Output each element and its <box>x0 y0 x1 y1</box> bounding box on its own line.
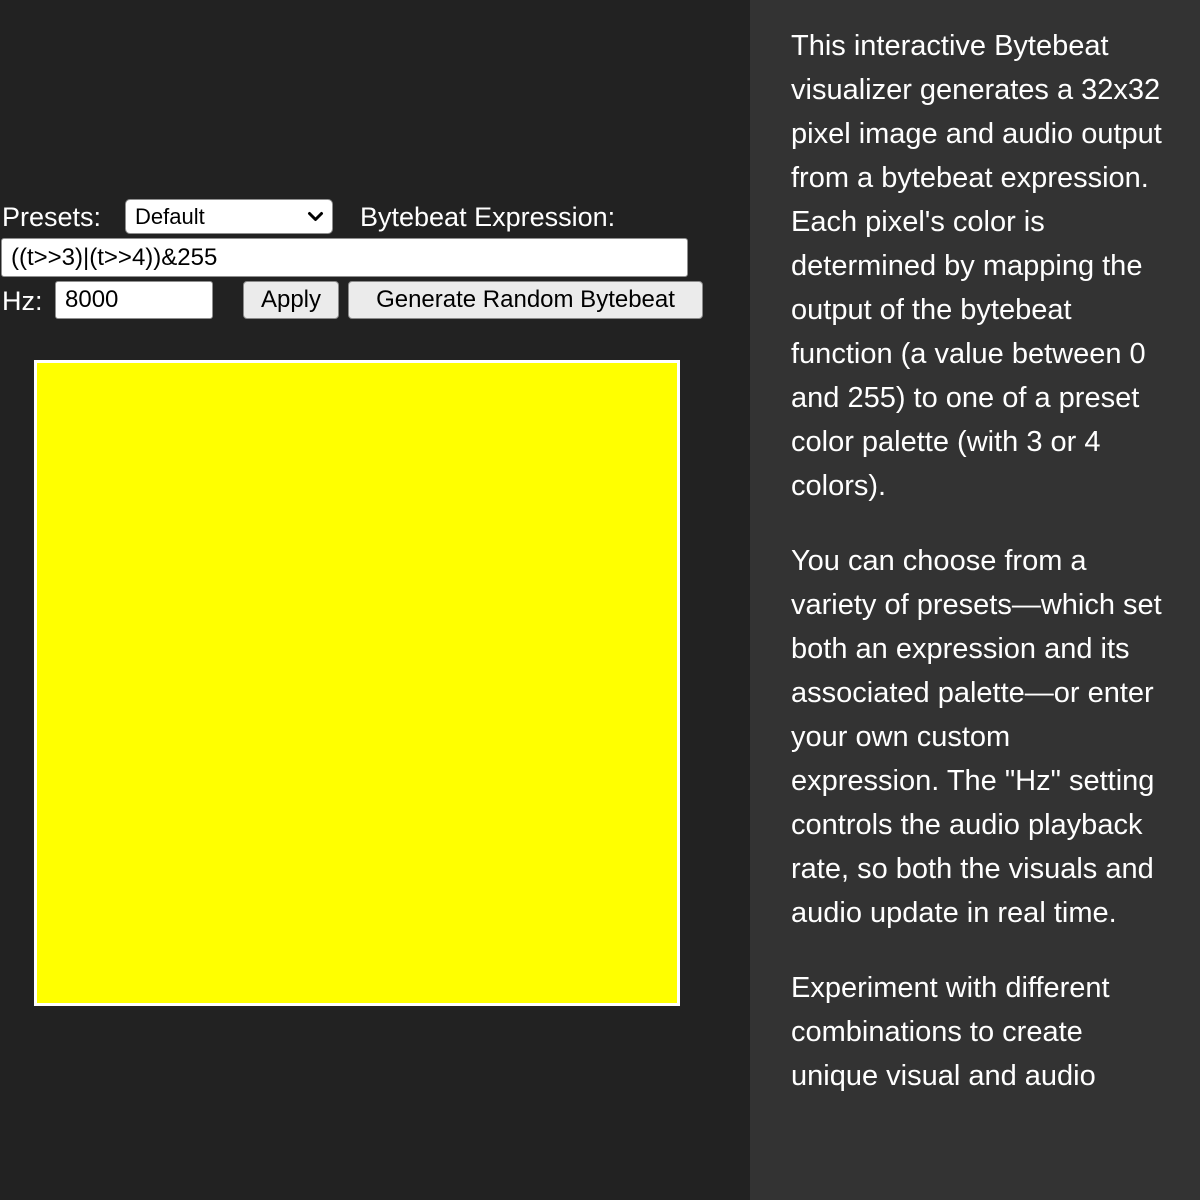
expression-label: Bytebeat Expression: <box>360 202 616 232</box>
hz-label: Hz: <box>2 286 43 316</box>
description-panel <box>750 0 1200 1200</box>
hz-input[interactable] <box>55 281 213 319</box>
apply-button[interactable]: Apply <box>243 281 339 319</box>
presets-select[interactable] <box>125 199 333 234</box>
description-paragraph-3: Experiment with different combinations to create unique visual and audio <box>791 972 1110 1092</box>
generate-random-bytebeat-button[interactable]: Generate Random Bytebeat <box>348 281 703 319</box>
presets-label: Presets: <box>2 202 102 232</box>
expression-input[interactable] <box>1 238 688 277</box>
description-paragraph-1: This interactive Bytebeat visualizer generates a 32x32 pixel image and audio output from a bytebeat expression. Each pixel's color is determined by mapping the output of the bytebeat function (a value between 0 and 255) to one of a preset color palette (with 3 or 4 colors). <box>791 30 1162 502</box>
presets-select-wrapper <box>125 199 333 234</box>
bytebeat-canvas <box>34 360 680 1006</box>
description-paragraph-2: You can choose from a variety of presets—which set both an expression and its associated palette—or enter your own custom expression. The "Hz" setting controls the audio playback rate, so both the visuals and audio update in real time. <box>791 545 1162 929</box>
